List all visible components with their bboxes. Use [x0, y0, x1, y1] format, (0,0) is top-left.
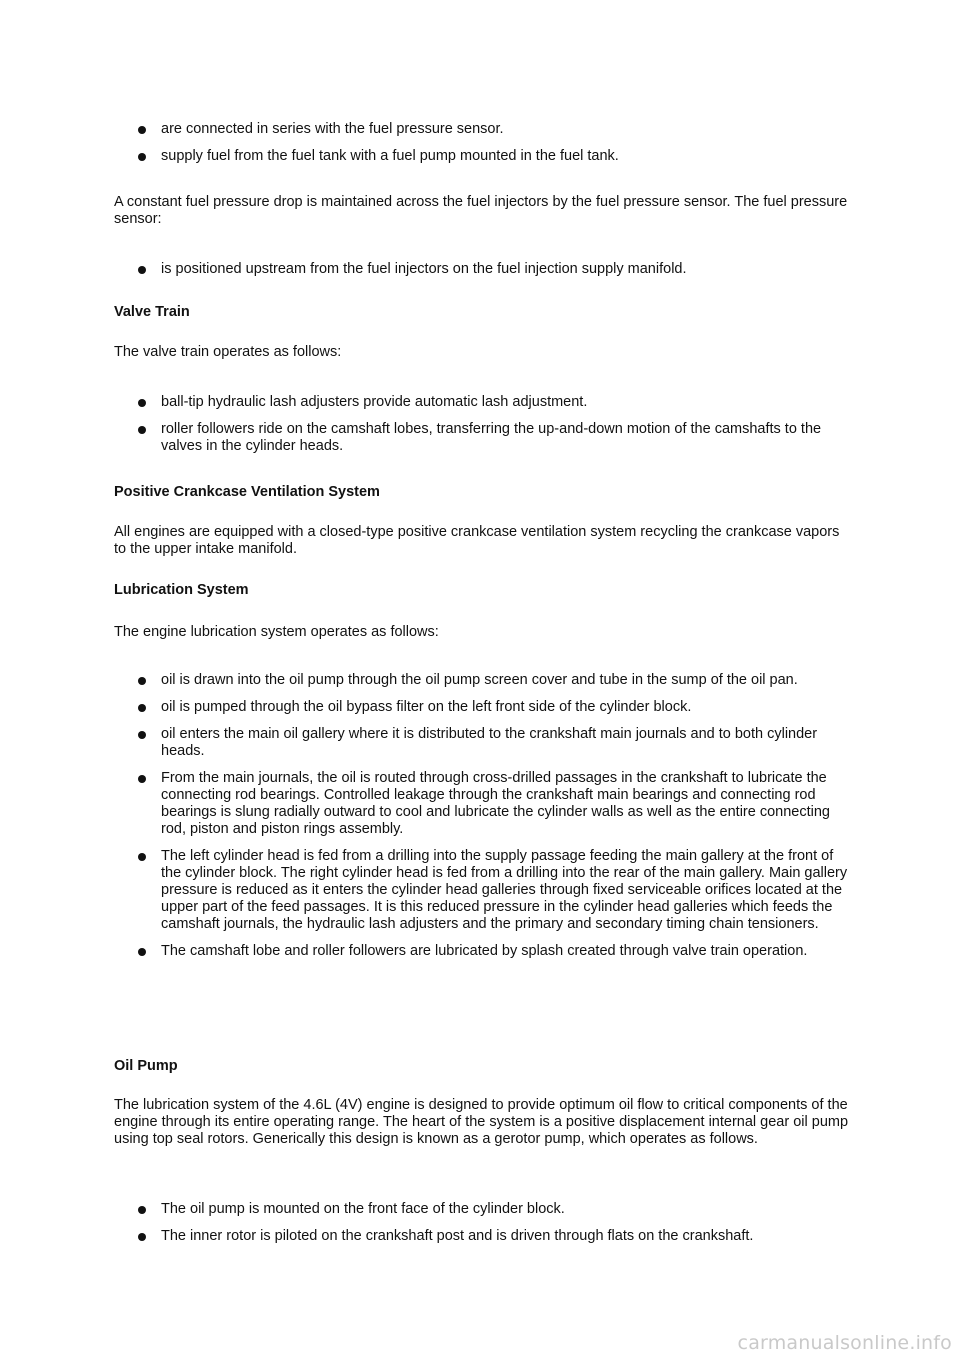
- oil-pump-paragraph: The lubrication system of the 4.6L (4V) engine is designed to provide optimum oil flow to critical components of the engine through its entire operating range. The heart of the system is a positive displacement internal gear oil pump using top seal rotors. Generically this design is known as a gerotor pump, which operates as follows.: [114, 1097, 849, 1147]
- list-item: The left cylinder head is fed from a drilling into the supply passage feeding the main gallery at the front of the cylinder block. The right cylinder head is fed from a drilling into the rear of the main gallery. Main gallery pressure is reduced as it enters the cylinder head galleries through fixed serviceable orifices located at the upper part of the feed passages. It is this reduced pressure in the cylinder head galleries which feeds the camshaft journals, the hydraulic lash adjusters and the primary and secondary timing chain tensioners.: [138, 848, 848, 933]
- pcv-paragraph: All engines are equipped with a closed-type positive crankcase ventilation system recycling the crankcase vapors to the upper intake manifold.: [114, 524, 840, 557]
- valve-train-paragraph: The valve train operates as follows:: [114, 344, 342, 360]
- list-item: are connected in series with the fuel pressure sensor.: [138, 121, 848, 138]
- fuel-pressure-paragraph: A constant fuel pressure drop is maintained across the fuel injectors by the fuel pressure sensor. The fuel pressure sensor:: [114, 194, 848, 227]
- valve-train-bullet-list: [138, 394, 848, 465]
- list-item: From the main journals, the oil is routed through cross-drilled passages in the crankshaft to lubricate the connecting rod bearings. Controlled leakage through the crankshaft main bearings and connecting rod bearings is slung radially outward to cool and lubricate the cylinder walls as well as the entire connecting rod, piston and piston rings assembly.: [138, 770, 848, 838]
- list-item: oil is drawn into the oil pump through the oil pump screen cover and tube in the sump of the oil pan.: [138, 672, 848, 689]
- list-item: roller followers ride on the camshaft lobes, transferring the up-and-down motion of the camshafts to the valves in the cylinder heads.: [138, 421, 848, 455]
- list-item: The inner rotor is piloted on the crankshaft post and is driven through flats on the crankshaft.: [138, 1228, 848, 1245]
- list-item: oil enters the main oil gallery where it is distributed to the crankshaft main journals and to both cylinder heads.: [138, 726, 848, 760]
- fuel-pressure-sensor-bullet-list: [138, 261, 848, 288]
- list-item: The camshaft lobe and roller followers are lubricated by splash created through valve train operation.: [138, 943, 848, 960]
- site-watermark: carmanualsonline.info: [737, 1332, 952, 1354]
- list-item: oil is pumped through the oil bypass filter on the left front side of the cylinder block.: [138, 699, 848, 716]
- list-item: The oil pump is mounted on the front face of the cylinder block.: [138, 1201, 848, 1218]
- list-item: supply fuel from the fuel tank with a fuel pump mounted in the fuel tank.: [138, 148, 848, 165]
- valve-train-heading: Valve Train: [114, 304, 190, 320]
- lubrication-heading: Lubrication System: [114, 582, 249, 598]
- list-item: ball-tip hydraulic lash adjusters provide automatic lash adjustment.: [138, 394, 848, 411]
- oil-pump-heading: Oil Pump: [114, 1058, 178, 1074]
- pcv-heading: Positive Crankcase Ventilation System: [114, 484, 380, 500]
- fuel-injector-bullet-list: [138, 121, 848, 175]
- lubrication-bullet-list: [138, 672, 848, 970]
- lubrication-paragraph: The engine lubrication system operates as follows:: [114, 624, 439, 640]
- oil-pump-bullet-list: [138, 1201, 848, 1255]
- list-item: is positioned upstream from the fuel injectors on the fuel injection supply manifold.: [138, 261, 848, 278]
